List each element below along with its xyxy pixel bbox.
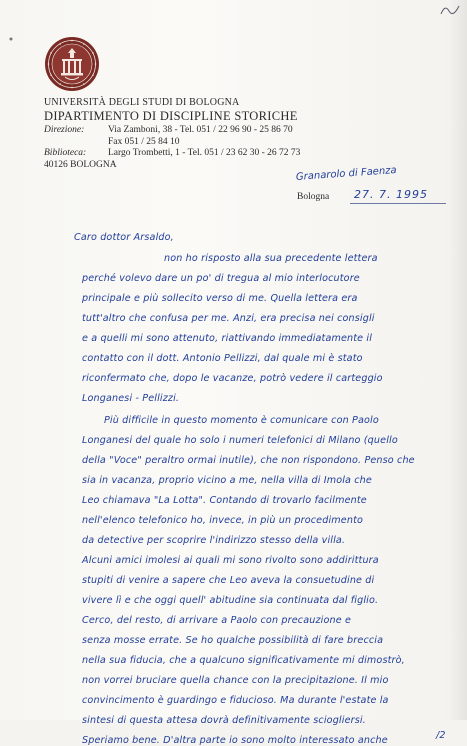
biblioteca-address: Largo Trombetti, 1 - Tel. 051 / 23 62 30 - 26 72 73 [108, 148, 301, 158]
printed-city: Bologna [297, 192, 330, 202]
university-seal-icon [44, 36, 100, 92]
direzione-label: Direzione: [44, 125, 85, 135]
letter-line: Più difficile in questo momento è comunicare con Paolo [104, 415, 379, 426]
letter-line: e a quelli mi sono attenuto, riattivando immediatamente il [82, 333, 373, 344]
corner-scribble-icon [439, 2, 461, 18]
letter-line: perché volevo dare un po' di tregua al mio interlocutore [82, 273, 360, 284]
letter-line: nell'elenco telefonico ho, invece, in più un procedimento [82, 515, 364, 526]
letter-line: Speriamo bene. D'altra parte io sono molto interessato anche [82, 735, 388, 746]
letter-line: convincimento è guardingo e fiducioso. Ma durante l'estate la [82, 695, 389, 706]
letter-line: della "Voce" peraltro ormai inutile), che non rispondono. Penso che [82, 455, 415, 466]
fax-line: Fax 051 / 25 84 10 [108, 136, 180, 147]
date-underline [350, 203, 446, 204]
letterhead [44, 97, 424, 171]
letter-line: non vorrei bruciare quella chance con la precipitazione. Il mio [82, 675, 389, 686]
letter-line: sintesi di questa attesa dovrà definitivamente sciogliersi. [82, 715, 366, 726]
letter-line: senza mosse errate. Se ho qualche possibilità di fare breccia [82, 635, 384, 646]
letter-line: da detective per scoprire l'indirizzo stesso della villa. [82, 535, 346, 546]
letter-line: principale e più sollecito verso di me. Quella lettera era [82, 293, 358, 304]
page-edge-shadow [449, 0, 467, 720]
letter-line: Alcuni amici imolesi ai quali mi sono rivolto sono addirittura [82, 555, 379, 566]
margin-dot-icon [8, 36, 14, 42]
letter-line: Leo chiamava "La Lotta". Contando di trovarlo facilmente [82, 495, 367, 506]
letter-line: tutt'altro che confusa per me. Anzi, era precisa nei consigli [82, 313, 375, 324]
biblioteca-row [44, 148, 424, 160]
handwritten-place: Granarolo di Faenza [295, 164, 397, 183]
letter-line: non ho risposto alla sua precedente lettera [164, 253, 378, 264]
letter-line: contatto con il dott. Antonio Pellizzi, dal quale mi è stato [82, 353, 363, 364]
biblioteca-label: Biblioteca: [44, 148, 87, 158]
letter-line: Longanesi - Pellizzi. [82, 393, 180, 404]
letter-line: Cerco, del resto, di arrivare a Paolo con precauzione e [82, 615, 352, 626]
letter-line: nella sua fiducia, che a qualcuno significativamente mi dimostrò, [82, 655, 405, 666]
department-name: DIPARTIMENTO DI DISCIPLINE STORICHE [44, 108, 298, 123]
university-name: UNIVERSITÀ DEGLI STUDI DI BOLOGNA [44, 97, 240, 108]
letter-line: vivere lì e che oggi quell' abitudine sia continuata dal figlio. [82, 595, 379, 606]
handwritten-date: 27. 7. 1995 [354, 188, 428, 201]
postal-city: 40126 BOLOGNA [44, 159, 117, 170]
salutation: Caro dottor Arsaldo, [74, 232, 174, 243]
letter-line: Longanesi del quale ho solo i numeri telefonici di Milano (quello [82, 435, 398, 446]
direzione-address: Via Zamboni, 38 - Tel. 051 / 22 96 90 - 25 86 70 [108, 125, 293, 135]
letter-line: stupiti di venire a sapere che Leo aveva la consuetudine di [82, 575, 375, 586]
page-number-mark: /2 [436, 730, 446, 741]
direzione-row [44, 125, 424, 137]
letter-line: sia in vacanza, proprio vicino a me, nella villa di Imola che [82, 475, 372, 486]
letter-line: riconfermato che, dopo le vacanze, potrò vedere il carteggio [82, 373, 383, 384]
